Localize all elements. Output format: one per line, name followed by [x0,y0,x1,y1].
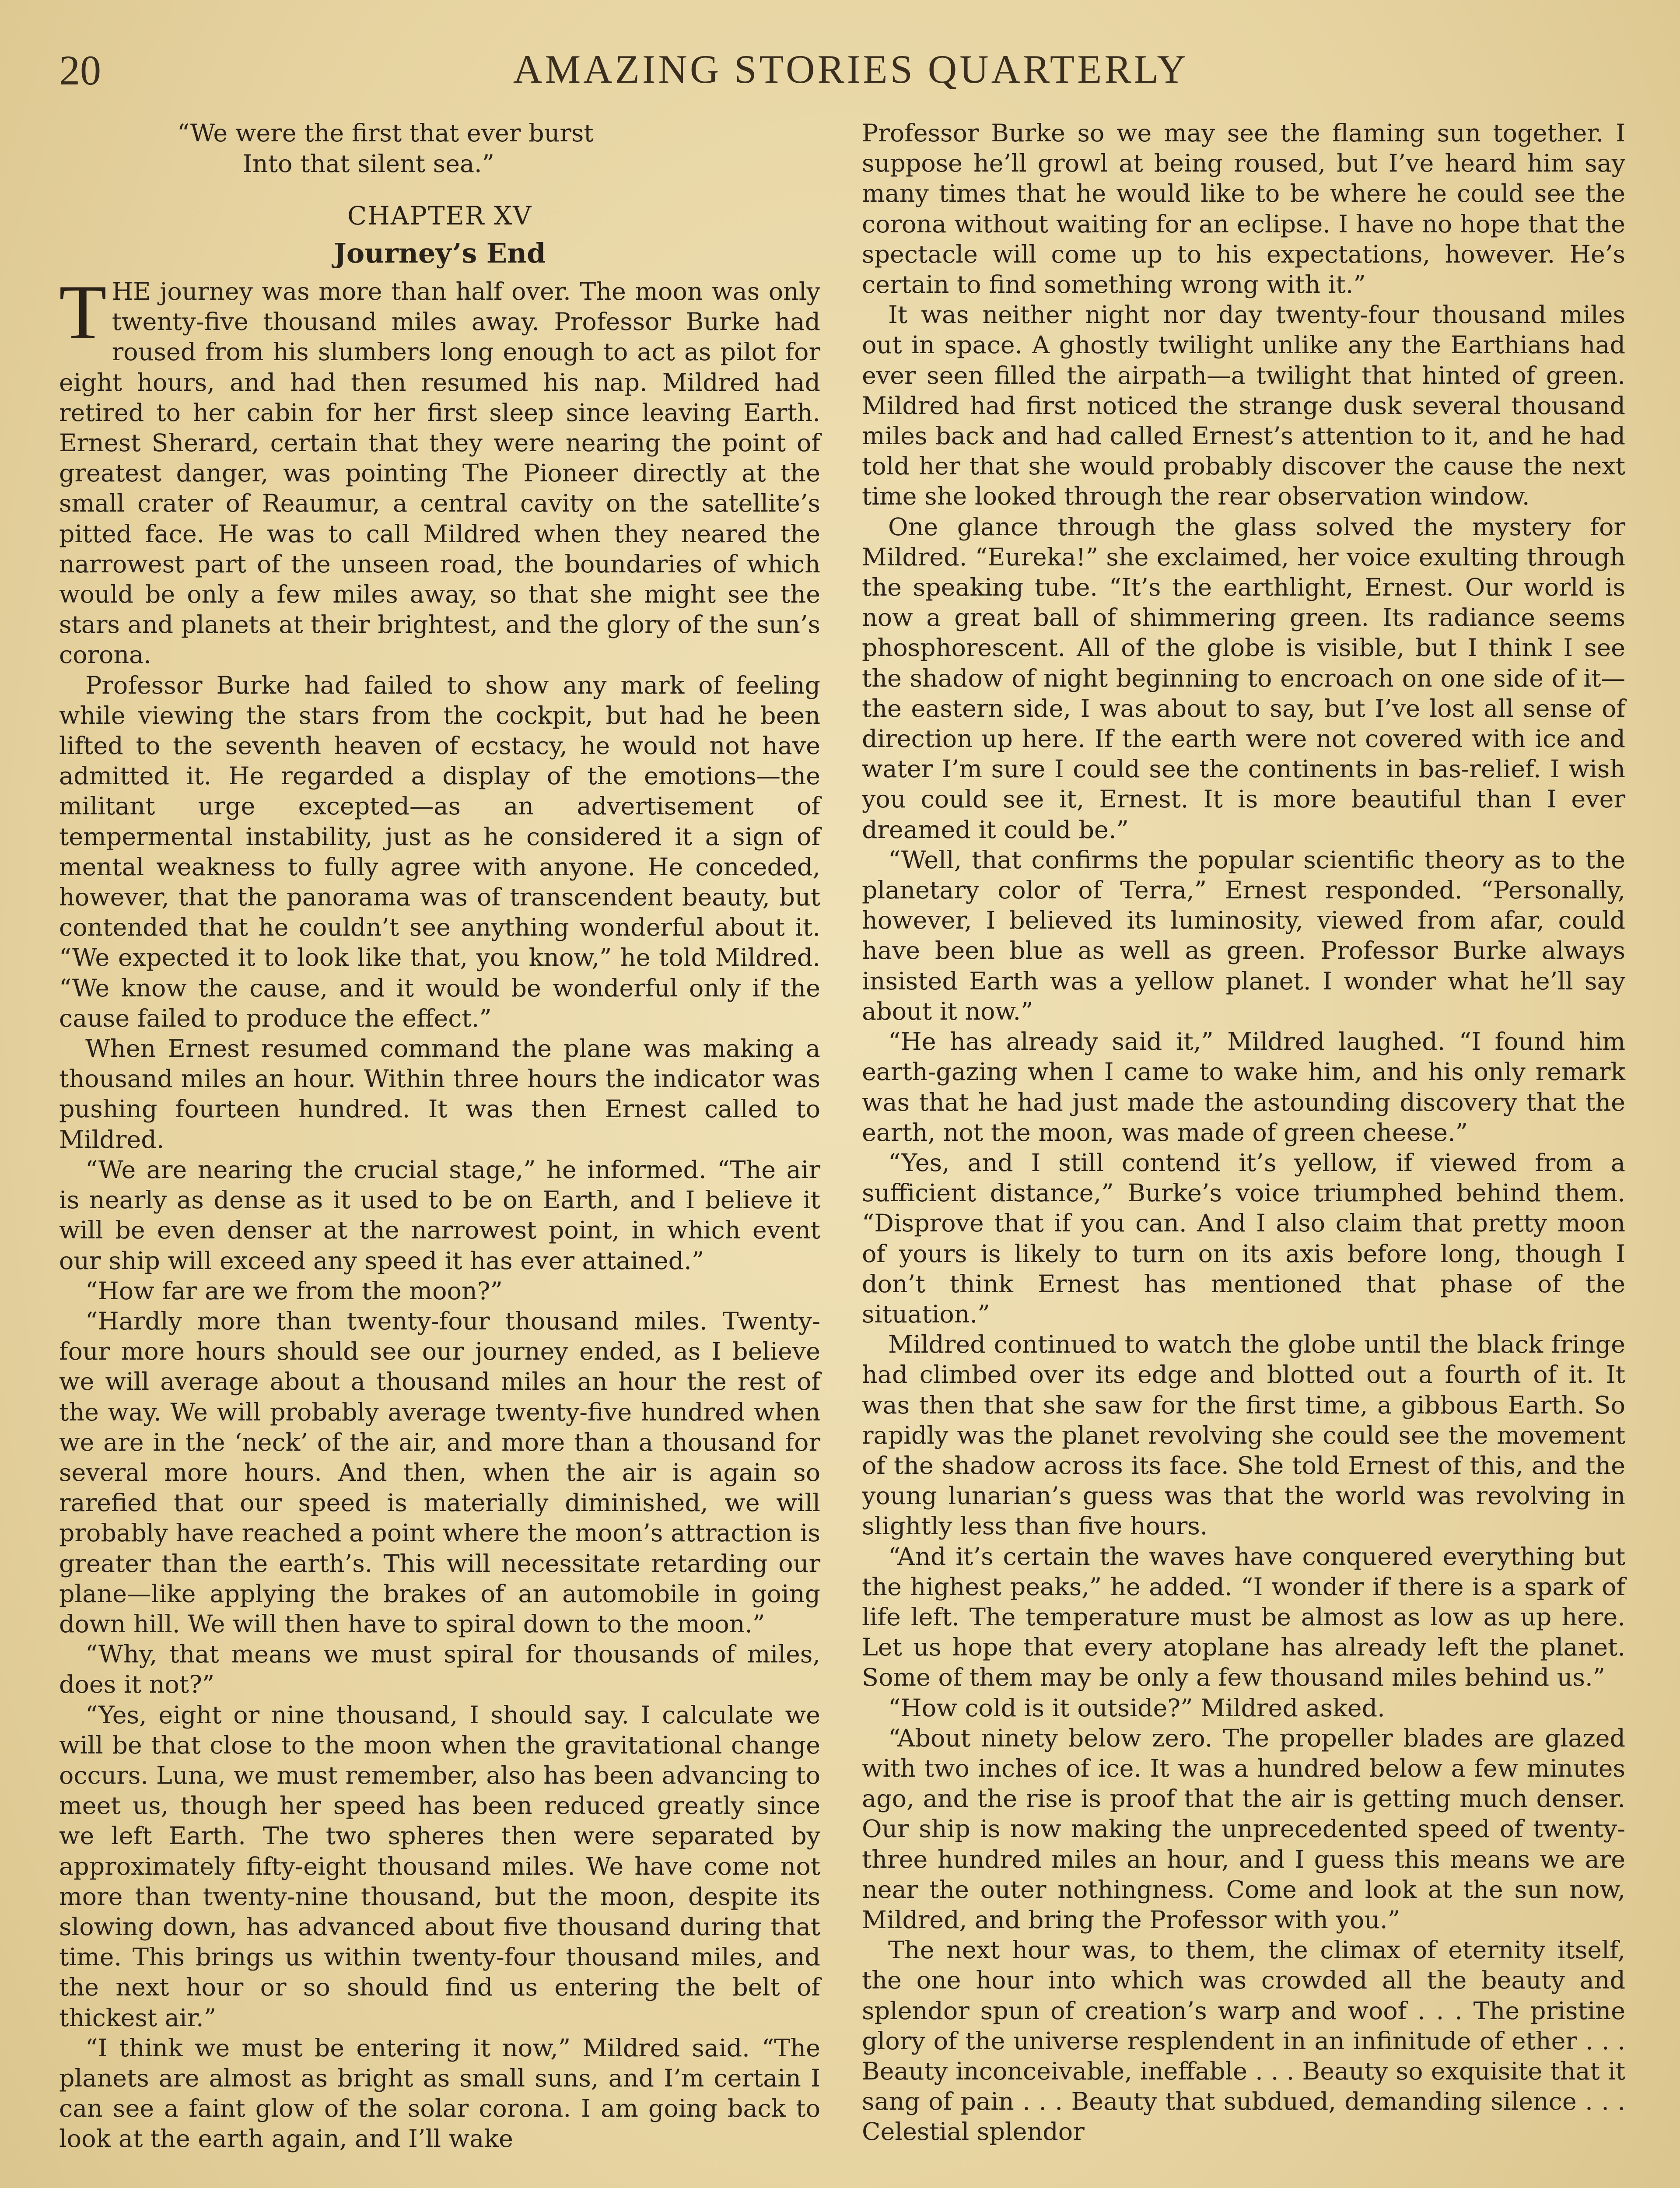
magazine-title: AMAZING STORIES QUARTERLY [513,47,1189,91]
paragraph: “Why, that means we must spiral for thousands of miles, does it not?” [59,1640,820,1699]
drop-cap: T [59,269,107,355]
paragraph: Professor Burke had failed to show any mark of feeling while viewing the stars from the cockpit, but had he been lifted to the seventh heaven of ecstacy, he would not have admitted it. He regarded a display of the emotions—the militant urge excepted—as an advertisement of tempermental instability, just as he considered it a sign of mental weakness to fully agree with anyone. He conceded, however, that the panorama was of transcendent beauty, but contended that he couldn’t see anything wonderful about it. “We expected it to look like that, you know,” he told Mildred. “We know the cause, and it would be wonderful only if the cause failed to produce the effect.” [59,671,820,1033]
paragraph: The next hour was, to them, the climax of eternity itself, the one hour into which was crowded all the beauty and splendor spun of creation’s warp and woof . . . The pristine glory of the universe resplendent in an infinitude of ether . . . Beauty inconceivable, ineffable . . . Beauty so exquisite that it sang of pain . . . Beauty that subdued, demanding silence . . . Celestial splendor [862,1936,1625,2146]
page-header [59,42,1643,103]
paragraph: “How cold is it outside?” Mildred asked. [888,1694,1385,1722]
paragraph: HE journey was more than half over. The moon was only twenty-five thousand miles away. Professor Burke had roused from his slumbers long enough to act as pilot for eight hours, and had then resumed his nap. Mildred had retired to her cabin for her first sleep since leaving Earth. Ernest Sherard, certain that they were nearing the point of greatest danger, was pointing The Pioneer directly at the small crater of Reaumur, a central cavity on the satellite’s pitted face. He was to call Mildred when they neared the narrowest part of the unseen road, the boundaries of which would be only a few miles away, so that she might see the stars and planets at their brightest, and the glory of the sun’s corona. [59,277,820,670]
epigraph [59,118,820,179]
page-number: 20 [59,47,101,94]
epigraph-line: Into that silent sea.” [243,150,495,178]
chapter-title: Journey’s End [333,237,546,269]
paragraph: “Yes, eight or nine thousand, I should say. I calculate we will be that close to the moon when the gravitational change occurs. Luna, we must remember, also has been advancing to meet us, though her speed has been reduced greatly since we left Earth. The two spheres then were separated by approximately fifty-eight thousand miles. We have come not more than twenty-nine thousand, but the moon, despite its slowing down, has advanced about five thousand during that time. This brings us within twenty-four thousand miles, and the next hour or so should find us entering the belt of thickest air.” [59,1701,820,2032]
paragraph: “We are nearing the crucial stage,” he informed. “The air is nearly as dense as it used to be on Earth, and I believe it will be even denser at the narrowest point, in which event our ship will exceed any speed it has ever attained.” [59,1155,820,1275]
paragraph: “How far are we from the moon?” [85,1276,503,1305]
paragraph: “And it’s certain the waves have conquered everything but the highest peaks,” he added. “I wonder if there is a spark of life left. The temperature must be almost as low as up here. Let us hope that every atoplane has already left the planet. Some of them may be only a few thousand miles behind us.” [862,1542,1625,1692]
paragraph: “About ninety below zero. The propeller blades are glazed with two inches of ice. It was a hundred below a few minutes ago, and the rise is proof that the air is getting much denser. Our ship is now making the unprecedented speed of twenty-three hundred miles an hour, and I guess this means we are near the outer nothingness. Come and look at the sun now, Mildred, and bring the Professor with you.” [862,1724,1625,1934]
paragraph: It was neither night nor day twenty-four thousand miles out in space. A ghostly twilight unlike any the Earthians had ever seen filled the airpath—a twilight that hinted of green. Mildred had first noticed the strange dusk several thousand miles back and had called Ernest’s attention to it, and he had told her that she would probably discover the cause the next time she looked through the rear observation window. [862,301,1625,511]
paragraph: “He has already said it,” Mildred laughed. “I found him earth-gazing when I came to wake him, and his only remark was that he had just made the astounding discovery that the earth, not the moon, was made of green cheese.” [862,1027,1625,1147]
paragraph: When Ernest resumed command the plane was making a thousand miles an hour. Within three hours the indicator was pushing fourteen hundred. It was then Ernest called to Mildred. [59,1034,820,1154]
paragraph: “Yes, and I still contend it’s yellow, if viewed from a sufficient distance,” Burke’s voice triumphed behind them. “Disprove that if you can. And I also claim that pretty moon of yours is likely to turn on its axis before long, though I don’t think Ernest has mentioned that phase of the situation.” [862,1148,1625,1329]
epigraph-line: “We were the first that ever burst [177,119,594,147]
paragraph: Mildred continued to watch the globe until the black fringe had climbed over its edge and blotted out a fourth of it. It was then that she saw for the first time, a gibbous Earth. So rapidly was the planet revolving she could see the movement of the shadow across its face. She told Ernest of this, and the young lunarian’s guess was that the world was revolving in slightly less than five hours. [862,1330,1625,1541]
paragraph: Professor Burke so we may see the flaming sun together. I suppose he’ll growl at being roused, but I’ve heard him say many times that he would like to be where he could see the corona without waiting for an eclipse. I have no hope that the spectacle will come up to his expectations, however. He’s certain to find something wrong with it.” [862,119,1625,299]
chapter-number: CHAPTER XV [347,201,532,231]
paragraph: “Hardly more than twenty-four thousand miles. Twenty-four more hours should see our journey ended, as I believe we will average about a thousand miles an hour the rest of the way. We will probably average twenty-five hundred when we are in the ‘neck’ of the air, and more than a thousand for several more hours. And then, when the air is again so rarefied that our speed is materially diminished, we will probably have reached a point where the moon’s attraction is greater than the earth’s. This will necessitate retarding our plane—like applying the brakes of an automobile in going down hill. We will then have to spiral down to the moon.” [59,1307,820,1638]
paragraph: “Well, that confirms the popular scientific theory as to the planetary color of Terra,” Ernest responded. “Personally, however, I believed its luminosity, viewed from afar, could have been blue as well as green. Professor Burke always insisted Earth was a yellow planet. I wonder what he’ll say about it now.” [862,845,1625,1026]
paragraph: One glance through the glass solved the mystery for Mildred. “Eureka!” she exclaimed, her voice exulting through the speaking tube. “It’s the earthlight, Ernest. Our world is now a great ball of shimmering green. Its radiance seems phosphorescent. All of the globe is visible, but I think I see the shadow of night beginning to encroach on one side of it—the eastern side, I was about to say, but I’ve lost all sense of direction up here. If the earth were not covered with ice and water I’m sure I could see the continents in bas-relief. I wish you could see it, Ernest. It is more beautiful than I ever dreamed it could be.” [862,512,1625,844]
right-column [862,118,1625,2147]
left-column [59,118,820,2154]
paragraph: “I think we must be entering it now,” Mildred said. “The planets are almost as bright as small suns, and I’m certain I can see a faint glow of the solar corona. I am going back to look at the earth again, and I’ll wake [59,2034,820,2153]
